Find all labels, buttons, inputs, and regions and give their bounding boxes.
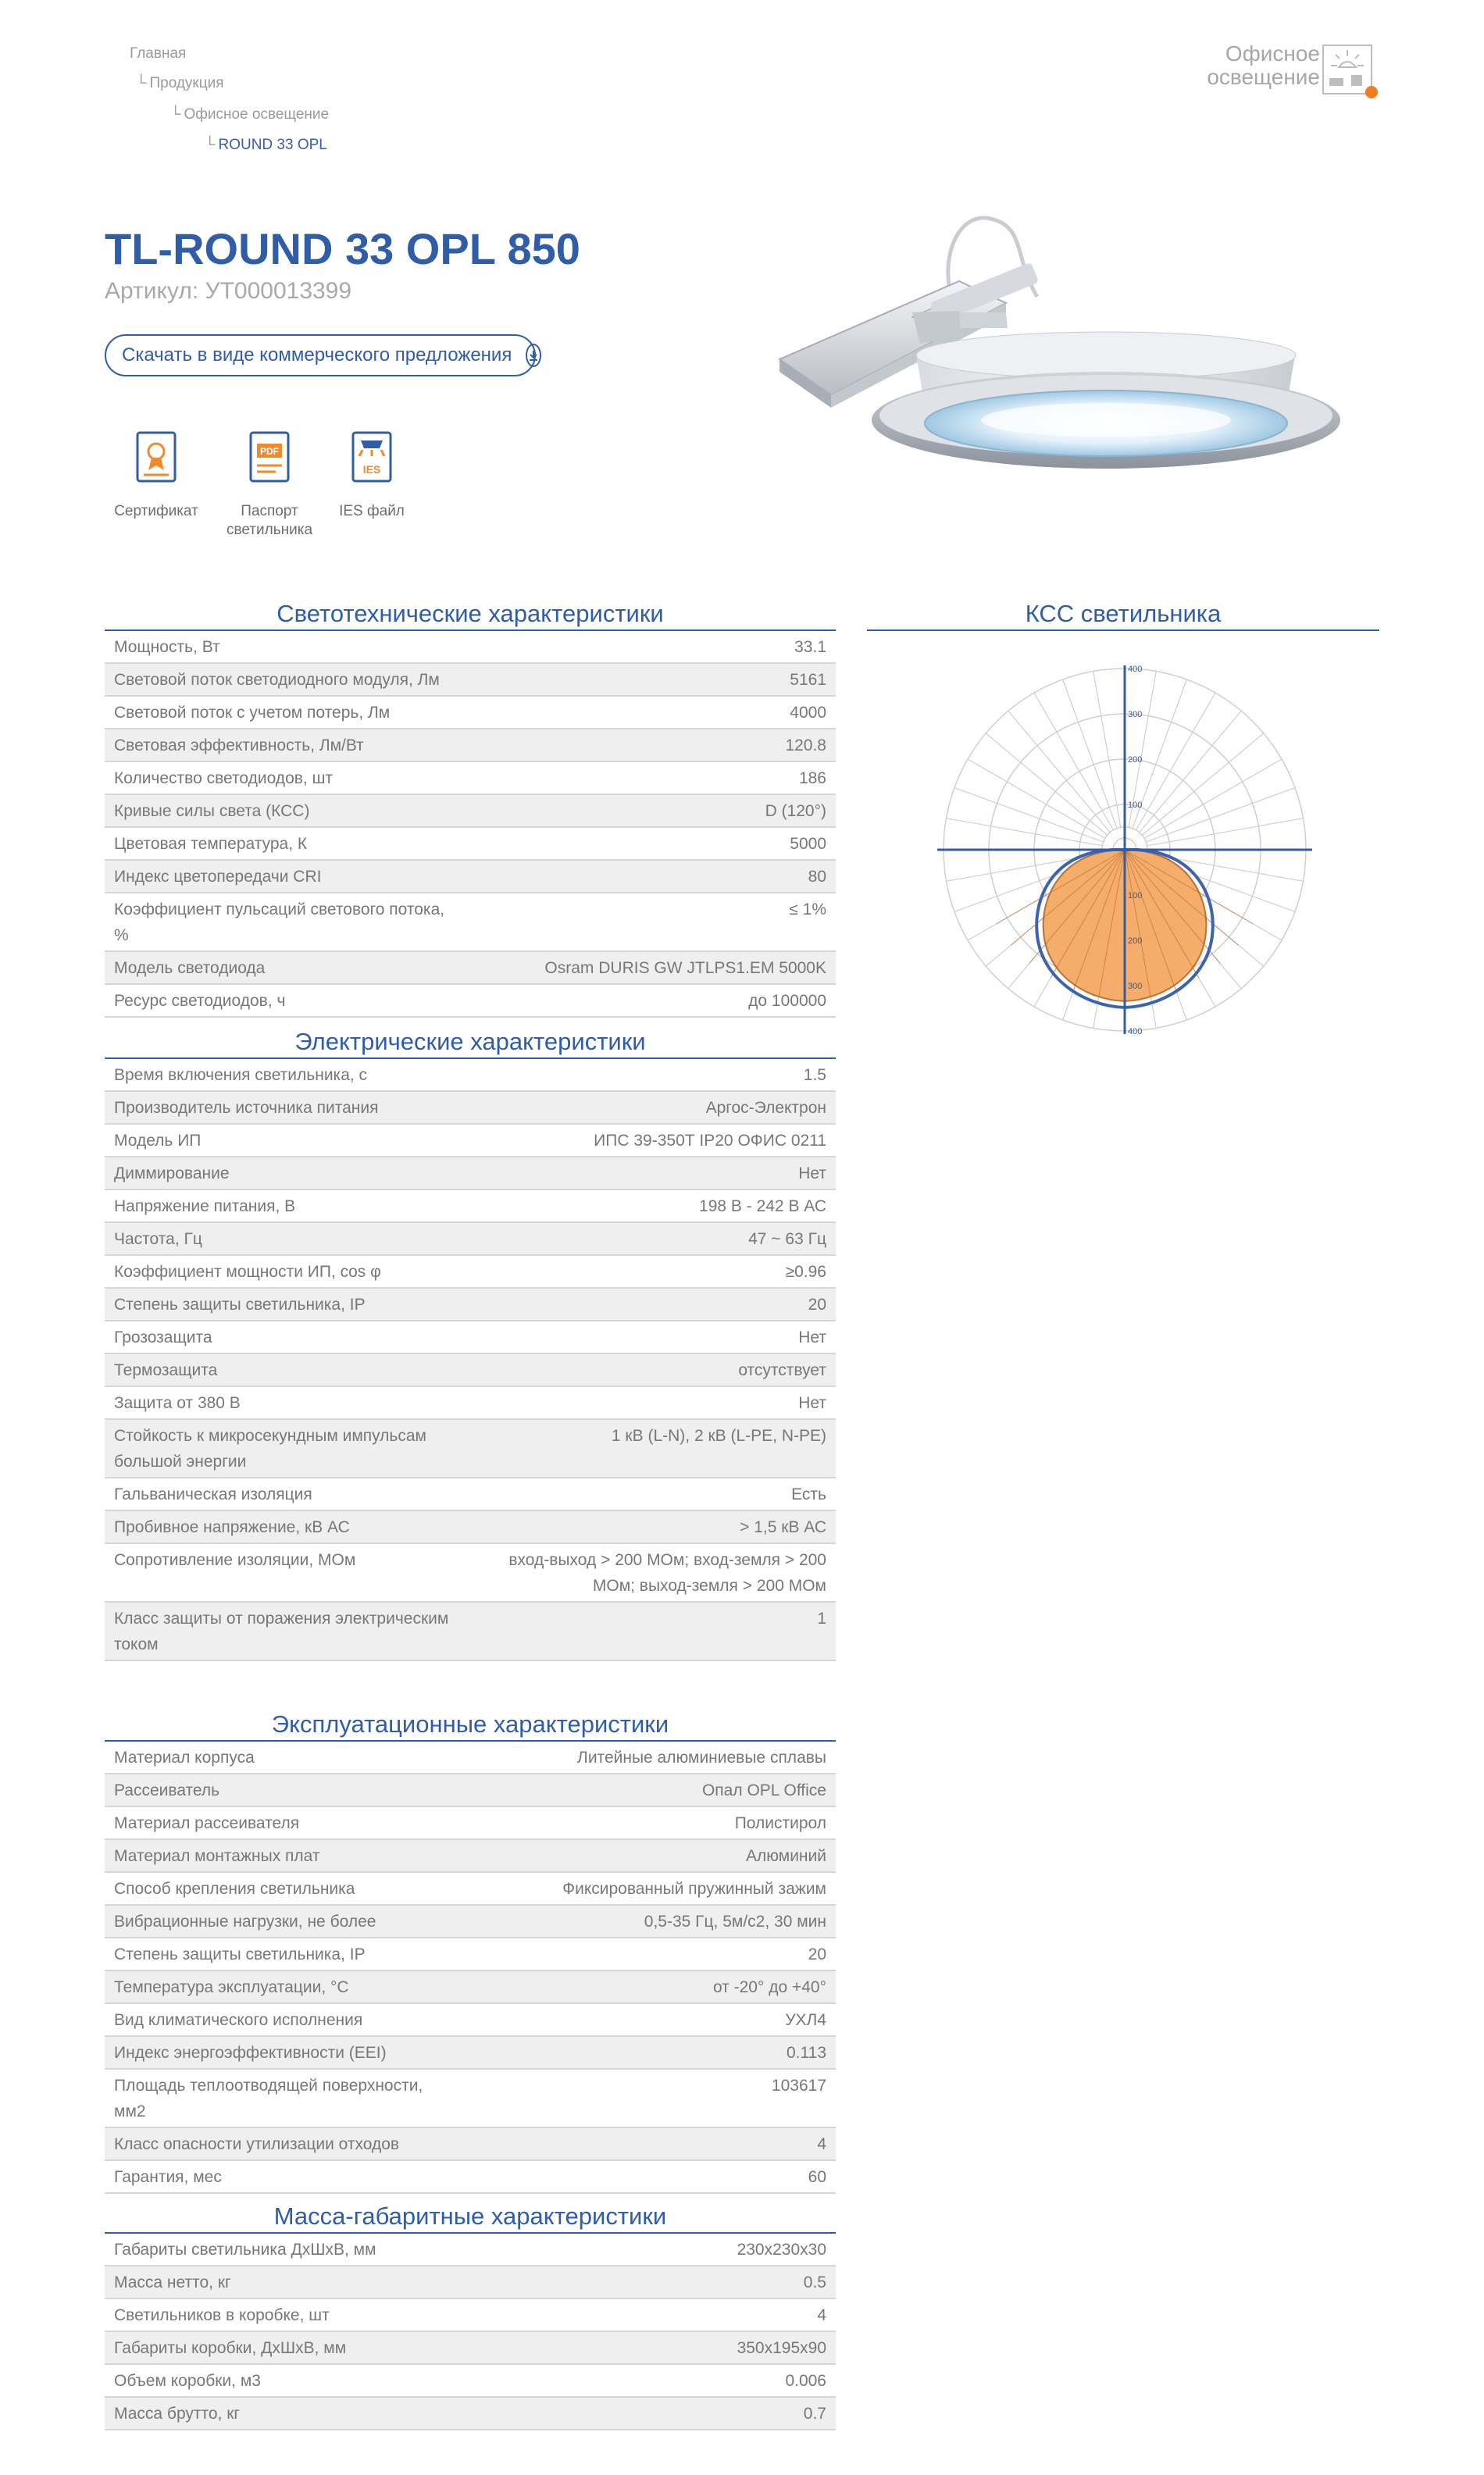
spec-row: [105, 1905, 836, 1938]
product-sku: Артикул: УТ000013399: [105, 278, 352, 304]
spec-row: [105, 1353, 836, 1386]
spec-value: 350x195x90: [467, 2331, 836, 2364]
spec-label: Объем коробки, м3: [105, 2364, 467, 2397]
grid-spoke: [1093, 672, 1121, 828]
product-image: [756, 211, 1387, 484]
spec-label: Температура эксплуатации, °С: [105, 1970, 467, 2003]
spec-value: 33.1: [467, 631, 836, 663]
spec-label: Термозащита: [105, 1353, 467, 1386]
breadcrumb-office-lighting[interactable]: └ Офисное освещение: [170, 106, 330, 123]
polar-tick-label: 400: [1128, 665, 1143, 674]
spec-label: Модель светодиода: [105, 951, 467, 984]
section-title-polar: КСС светильника: [867, 597, 1379, 631]
spec-row: [105, 1321, 836, 1353]
spec-label: Световая эффективность, Лм/Вт: [105, 729, 467, 761]
spec-row: [105, 1774, 836, 1806]
document-certificate[interactable]: [109, 430, 203, 521]
spec-label: Световой поток светодиодного модуля, Лм: [105, 663, 467, 696]
grid-spoke: [1063, 679, 1117, 829]
spec-label: Материал корпуса: [105, 1742, 467, 1774]
spec-value: Osram DURIS GW JTLPS1.EM 5000K: [467, 951, 836, 984]
grid-spoke: [947, 818, 1103, 846]
certificate-icon: [133, 430, 180, 489]
spec-row: [105, 2331, 836, 2364]
spec-row: [105, 1255, 836, 1288]
category-line1: Офисное: [1225, 41, 1320, 66]
spec-row: [105, 2298, 836, 2331]
spec-value: 1: [467, 1602, 836, 1660]
spec-label: Индекс цветопередачи CRI: [105, 860, 467, 893]
spec-label: Время включения светильника, с: [105, 1059, 467, 1091]
spec-row: [105, 1602, 836, 1660]
spec-value: Нет: [467, 1157, 836, 1189]
spec-value: до 100000: [467, 984, 836, 1017]
spec-value: 230x230x30: [467, 2234, 836, 2266]
spec-value: Есть: [467, 1478, 836, 1510]
grid-spoke: [1140, 711, 1241, 833]
pdf-passport-icon: [246, 430, 293, 489]
section-title-dimensions: Масса-габаритные характеристики: [105, 2199, 836, 2234]
spec-row: [105, 1938, 836, 1970]
spec-row: [105, 1124, 836, 1157]
spec-row: [105, 2364, 836, 2397]
spec-label: Материал рассеивателя: [105, 1806, 467, 1839]
document-passport-label: Паспорт светильника: [226, 503, 313, 538]
spec-label: Габариты коробки, ДхШхВ, мм: [105, 2331, 467, 2364]
document-ies-label: IES файл: [339, 503, 405, 519]
grid-spoke: [968, 759, 1105, 839]
dimensions-specs-table: [105, 2234, 836, 2430]
spec-row: [105, 1222, 836, 1255]
spec-value: Фиксированный пружинный зажим: [467, 1872, 836, 1905]
spec-row: [105, 2160, 836, 2193]
spec-value: 47 ~ 63 Гц: [467, 1222, 836, 1255]
grid-spoke: [986, 733, 1108, 835]
grid-spoke: [1144, 759, 1282, 839]
spec-label: Вид климатического исполнения: [105, 2003, 467, 2036]
spec-value: Аргос-Электрон: [467, 1091, 836, 1124]
spec-value: Нет: [467, 1386, 836, 1419]
category-line2: освещение: [1207, 65, 1320, 89]
spec-label: Сопротивление изоляции, МОм: [105, 1543, 467, 1602]
spec-label: Масса брутто, кг: [105, 2397, 467, 2430]
spec-row: [105, 1091, 836, 1124]
category-badge[interactable]: [1172, 41, 1398, 103]
spec-label: Габариты светильника ДхШхВ, мм: [105, 2234, 467, 2266]
section-title-lighting: Светотехнические характеристики: [105, 597, 836, 631]
spec-row: [105, 1742, 836, 1774]
spec-label: Кривые силы света (КСС): [105, 794, 467, 827]
spec-value: 0.5: [467, 2266, 836, 2298]
spec-value: > 1,5 кВ АС: [467, 1510, 836, 1543]
spec-value: 0.113: [467, 2036, 836, 2069]
spec-value: 20: [467, 1938, 836, 1970]
spec-value: Алюминий: [467, 1839, 836, 1872]
polar-tick-label: 400: [1128, 1027, 1143, 1036]
ies-file-icon: [348, 430, 395, 489]
spec-value: 60: [467, 2160, 836, 2193]
spec-row: [105, 1288, 836, 1321]
spec-value: 4000: [467, 696, 836, 729]
spec-label: Способ крепления светильника: [105, 1872, 467, 1905]
spec-value: Литейные алюминиевые сплавы: [467, 1742, 836, 1774]
spec-value: 0.006: [467, 2364, 836, 2397]
spec-row: [105, 1478, 836, 1510]
section-title-operational: Эксплуатационные характеристики: [105, 1707, 836, 1742]
spec-value: УХЛ4: [467, 2003, 836, 2036]
spec-label: Степень защиты светильника, IP: [105, 1938, 467, 1970]
spec-label: Рассеиватель: [105, 1774, 467, 1806]
electrical-specs-table: [105, 1059, 836, 1661]
spec-value: 0.7: [467, 2397, 836, 2430]
spec-row: [105, 631, 836, 663]
spec-row: [105, 761, 836, 794]
spec-value: 20: [467, 1288, 836, 1321]
spec-value: ИПС 39-350Т IP20 ОФИС 0211: [467, 1124, 836, 1157]
spec-row: [105, 1872, 836, 1905]
spec-row: [105, 1059, 836, 1091]
product-title: TL-ROUND 33 OPL 850: [105, 224, 580, 273]
document-ies[interactable]: [333, 430, 411, 521]
download-offer-label: Скачать в виде коммерческого предложения: [122, 344, 512, 366]
spec-label: Индекс энергоэффективности (EEI): [105, 2036, 467, 2069]
spec-label: Диммирование: [105, 1157, 467, 1189]
spec-value: 5000: [467, 827, 836, 860]
documents-list: [109, 430, 437, 547]
spec-row: [105, 860, 836, 893]
polar-tick-label: 300: [1128, 710, 1143, 719]
spec-value: ≥0.96: [467, 1255, 836, 1288]
spec-row: [105, 2003, 836, 2036]
spec-row: [105, 1806, 836, 1839]
spec-value: Полистирол: [467, 1806, 836, 1839]
spec-row: [105, 1419, 836, 1478]
spec-value: от -20° до +40°: [467, 1970, 836, 2003]
spec-value: 4: [467, 2127, 836, 2160]
spec-row: [105, 951, 836, 984]
spec-value: 103617: [467, 2069, 836, 2127]
spec-label: Гарантия, мес: [105, 2160, 467, 2193]
spec-row: [105, 1189, 836, 1222]
spec-row: [105, 663, 836, 696]
document-certificate-label: Сертификат: [114, 503, 198, 519]
download-offer-button[interactable]: [105, 334, 536, 376]
lighting-specs-table: [105, 631, 836, 1018]
spec-label: Коэффициент пульсаций светового потока, %: [105, 893, 467, 951]
spec-label: Частота, Гц: [105, 1222, 467, 1255]
office-lighting-icon: [1320, 41, 1379, 100]
spec-label: Светильников в коробке, шт: [105, 2298, 467, 2331]
spec-row: [105, 2069, 836, 2127]
section-title-electrical: Электрические характеристики: [105, 1025, 836, 1059]
spec-value: 198 В - 242 В АС: [467, 1189, 836, 1222]
spec-row: [105, 1543, 836, 1602]
spec-label: Площадь теплоотводящей поверхности, мм2: [105, 2069, 467, 2127]
spec-row: [105, 1970, 836, 2003]
spec-value: 186: [467, 761, 836, 794]
spec-row: [105, 984, 836, 1017]
polar-tick-label: 200: [1128, 936, 1143, 946]
spec-value: Нет: [467, 1321, 836, 1353]
spec-label: Масса нетто, кг: [105, 2266, 467, 2298]
spec-label: Цветовая температура, К: [105, 827, 467, 860]
spec-row: [105, 1510, 836, 1543]
document-passport[interactable]: [219, 430, 320, 540]
spec-value: ≤ 1%: [467, 893, 836, 951]
spec-label: Мощность, Вт: [105, 631, 467, 663]
spec-row: [105, 1157, 836, 1189]
download-icon: [526, 344, 541, 367]
spec-row: [105, 2127, 836, 2160]
operational-specs-table: [105, 1742, 836, 2194]
spec-label: Напряжение питания, В: [105, 1189, 467, 1222]
spec-value: 120.8: [467, 729, 836, 761]
spec-value: 5161: [467, 663, 836, 696]
spec-value: 0,5-35 Гц, 5м/с2, 30 мин: [467, 1905, 836, 1938]
spec-label: Количество светодиодов, шт: [105, 761, 467, 794]
spec-row: [105, 1386, 836, 1419]
spec-label: Грозозащита: [105, 1321, 467, 1353]
polar-tick-label: 100: [1128, 891, 1143, 900]
spec-label: Класс опасности утилизации отходов: [105, 2127, 467, 2160]
svg-text:IES: IES: [362, 463, 381, 476]
spec-value: 4: [467, 2298, 836, 2331]
grid-spoke: [1008, 711, 1110, 833]
spec-label: Световой поток с учетом потерь, Лм: [105, 696, 467, 729]
spec-value: 80: [467, 860, 836, 893]
spec-label: Материал монтажных плат: [105, 1839, 467, 1872]
spec-label: Защита от 380 В: [105, 1386, 467, 1419]
polar-chart: [937, 662, 1312, 1037]
spec-label: Степень защиты светильника, IP: [105, 1288, 467, 1321]
spec-row: [105, 729, 836, 761]
spec-label: Стойкость к микросекундным импульсам большой энергии: [105, 1419, 467, 1478]
breadcrumb-current: └ ROUND 33 OPL: [205, 137, 327, 153]
spec-row: [105, 2036, 836, 2069]
spec-value: 1 кВ (L-N), 2 кВ (L-PE, N-PE): [467, 1419, 836, 1478]
spec-label: Пробивное напряжение, кВ АС: [105, 1510, 467, 1543]
breadcrumb-products[interactable]: └ Продукция: [136, 75, 224, 91]
svg-text:PDF: PDF: [260, 446, 279, 457]
grid-spoke: [1136, 693, 1216, 830]
polar-tick-label: 300: [1128, 982, 1143, 991]
spec-row: [105, 893, 836, 951]
spec-value: 1.5: [467, 1059, 836, 1091]
spec-value: Опал OPL Office: [467, 1774, 836, 1806]
spec-label: Производитель источника питания: [105, 1091, 467, 1124]
polar-tick-label: 200: [1128, 755, 1143, 765]
spec-row: [105, 2266, 836, 2298]
spec-value: вход-выход > 200 МОм; вход-земля > 200 МОм; выход-земля > 200 МОм: [467, 1543, 836, 1602]
spec-label: Гальваническая изоляция: [105, 1478, 467, 1510]
spec-label: Класс защиты от поражения электрическим током: [105, 1602, 467, 1660]
grid-spoke: [954, 788, 1104, 842]
grid-spoke: [1147, 818, 1304, 846]
spec-row: [105, 1839, 836, 1872]
polar-tick-label: 100: [1128, 801, 1143, 810]
spec-label: Модель ИП: [105, 1124, 467, 1157]
spec-label: Ресурс светодиодов, ч: [105, 984, 467, 1017]
spec-row: [105, 827, 836, 860]
spec-label: Коэффициент мощности ИП, cos φ: [105, 1255, 467, 1288]
spec-value: отсутствует: [467, 1353, 836, 1386]
spec-row: [105, 2397, 836, 2430]
grid-spoke: [1146, 788, 1295, 842]
grid-spoke: [1142, 733, 1264, 835]
spec-value: D (120°): [467, 794, 836, 827]
spec-row: [105, 794, 836, 827]
spec-row: [105, 2234, 836, 2266]
spec-row: [105, 696, 836, 729]
breadcrumb-home[interactable]: Главная: [130, 45, 187, 62]
spec-label: Вибрационные нагрузки, не более: [105, 1905, 467, 1938]
grid-spoke: [1034, 693, 1114, 830]
